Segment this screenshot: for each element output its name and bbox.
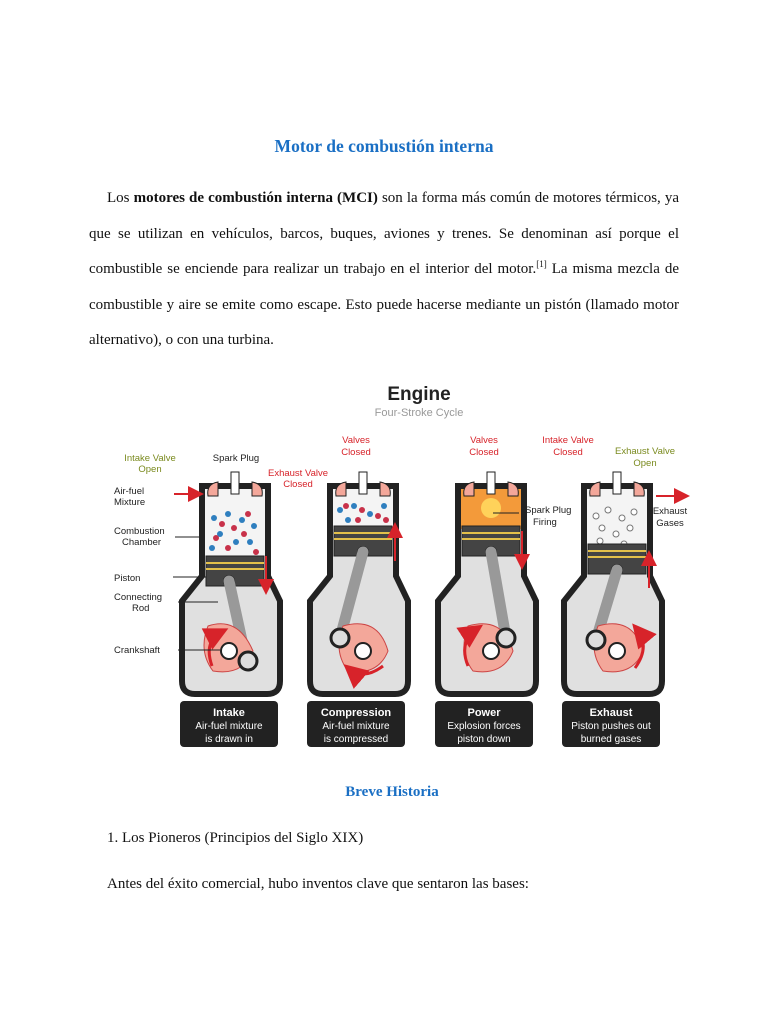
stroke-line2-exhaust: burned gases [580, 734, 642, 745]
label-connecting-rod-2: Rod [132, 603, 150, 614]
section-title: Breve Historia [345, 784, 439, 800]
intro-text-2: La misma mezcla de combustible y aire se emite como escape. Esto puede hacerse mediante un pistón (llamado motor alternativo), o con una turbina. [89, 261, 679, 349]
caption-exhaust [562, 701, 660, 747]
diagram-title: Engine [387, 384, 451, 405]
label-valves-closed-compression-2: Closed [341, 447, 371, 458]
label-intake-valve-closed: Intake Valve [542, 435, 594, 446]
stroke-line1-exhaust: Piston pushes out [571, 721, 651, 732]
stroke-name-power: Power [467, 707, 501, 719]
engine-diagram [108, 376, 698, 752]
label-combustion: Combustion [114, 526, 165, 537]
intro-bold-term: motores de combustión interna (MCI) [133, 190, 378, 206]
stroke-line1-intake: Air-fuel mixture [195, 721, 263, 732]
label-spark-plug-firing: Spark Plug [525, 505, 572, 516]
label-piston: Piston [114, 573, 141, 584]
label-exhaust-valve-closed-2: Closed [283, 479, 313, 490]
caption-intake [180, 701, 278, 747]
caption-power [435, 701, 533, 747]
diagram-subtitle: Four-Stroke Cycle [374, 407, 464, 419]
intro-text-1: son la forma más común de motores térmicos, ya que se utilizan en vehículos, barcos, buques, aviones y trenes. Se denominan así porque el combustible se enciende para realizar un trabajo en el interior del motor. [89, 190, 680, 278]
label-crankshaft: Crankshaft [114, 645, 160, 656]
page-title: Motor de combustión interna [274, 136, 494, 156]
label-exhaust-gases: Exhaust [652, 506, 688, 517]
label-combustion-2: Chamber [122, 537, 162, 548]
label-exhaust-valve-open: Exhaust Valve [614, 446, 676, 457]
label-spark-plug-firing-2: Firing [533, 517, 557, 528]
label-intake-valve-closed-2: Closed [553, 447, 583, 458]
label-exhaust-gases-2: Gases [656, 518, 684, 529]
stroke-line1-power: Explosion forces [447, 721, 521, 732]
label-exhaust-valve-closed: Exhaust Valve [267, 468, 329, 479]
stroke-line2-compression: is compressed [323, 734, 389, 745]
label-valves-closed-power-2: Closed [469, 447, 499, 458]
stroke-name-intake: Intake [213, 707, 245, 719]
label-air-fuel: Air-fuel [114, 486, 145, 497]
label-valves-closed-power: Valves [470, 435, 498, 446]
label-exhaust-valve-open-2: Open [633, 458, 657, 469]
label-connecting-rod: Connecting [114, 592, 163, 603]
label-intake-valve-open-2: Open [138, 464, 162, 475]
intro-lead: Los [107, 190, 134, 206]
label-spark-plug: Spark Plug [212, 453, 260, 464]
footnote-link[interactable]: [1] [536, 259, 547, 270]
body-paragraph: Antes del éxito comercial, hubo inventos clave que sentaron las bases: [107, 876, 529, 892]
label-air-fuel-2: Mixture [114, 497, 146, 508]
label-intake-valve-open: Intake Valve [124, 453, 176, 464]
stroke-line2-power: piston down [457, 734, 511, 745]
caption-compression [307, 701, 405, 747]
intro-paragraph [89, 181, 679, 359]
stroke-name-compression: Compression [320, 707, 392, 719]
stroke-line2-intake: is drawn in [205, 734, 253, 745]
stroke-line1-compression: Air-fuel mixture [322, 721, 390, 732]
label-valves-closed-compression: Valves [342, 435, 370, 446]
stroke-name-exhaust: Exhaust [589, 707, 633, 719]
list-item: 1. Los Pioneros (Principios del Siglo XIX) [107, 830, 364, 846]
